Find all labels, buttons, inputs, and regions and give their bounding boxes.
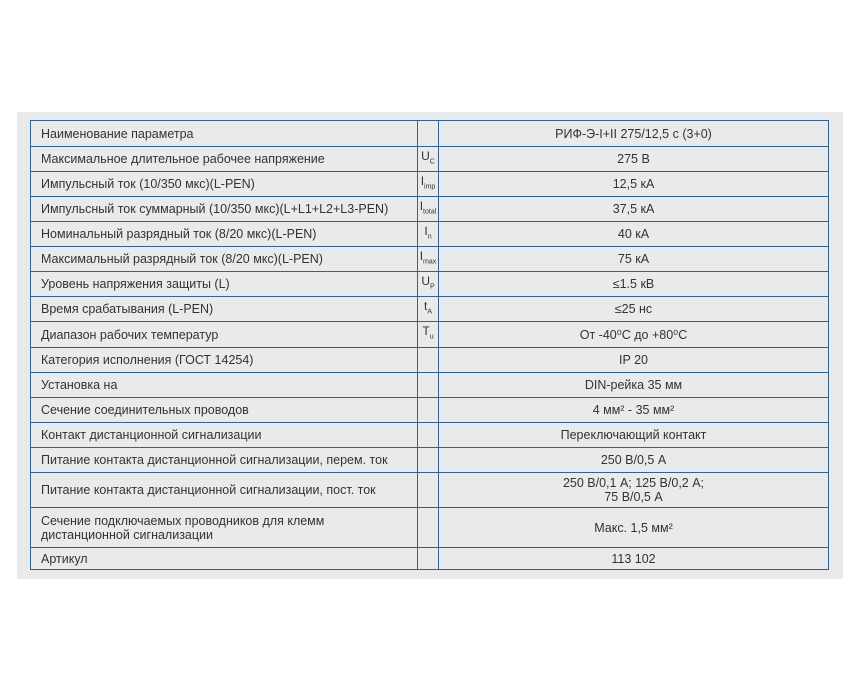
param-label: Сечение подключаемых проводников для клемм	[41, 513, 325, 528]
header-symbol	[418, 121, 439, 147]
symbol	[421, 273, 435, 291]
param-cell	[31, 423, 418, 448]
symbol	[422, 324, 434, 341]
table-row	[31, 473, 829, 508]
param-cell	[31, 373, 418, 398]
header-value: РИФ-Э-I+II 275/12,5 с (3+0)	[439, 121, 829, 147]
param-cell	[31, 272, 418, 297]
param-cell	[31, 247, 418, 272]
value-cell	[439, 297, 829, 322]
value-cell	[439, 548, 829, 570]
symbol-base: I	[424, 223, 428, 238]
symbol-cell	[418, 197, 439, 222]
symbol	[421, 148, 435, 166]
param-cell	[31, 297, 418, 322]
symbol-cell	[418, 348, 439, 373]
symbol-base: I	[420, 173, 425, 188]
value-text: 75 кА	[617, 252, 650, 266]
symbol-cell	[418, 398, 439, 423]
param-cell	[31, 322, 418, 348]
table-row	[31, 373, 829, 398]
symbol-cell	[418, 147, 439, 172]
value-text: ≤25 нс	[614, 302, 653, 316]
value-cell	[439, 423, 829, 448]
table-row	[31, 272, 829, 297]
param-label: Диапазон рабочих температур	[41, 327, 219, 342]
value-text: Переключающий контакт	[560, 428, 707, 442]
symbol-cell	[418, 448, 439, 473]
value-cell	[439, 348, 829, 373]
table-row	[31, 423, 829, 448]
param-cell	[31, 348, 418, 373]
value-text: 113 102	[611, 551, 656, 566]
value-cell	[439, 473, 829, 508]
param-label: Время срабатывания (L-PEN)	[41, 302, 214, 316]
symbol-base: I	[419, 198, 424, 213]
value-text-line2: 75 В/0,5 А	[604, 490, 663, 504]
symbol-cell	[418, 548, 439, 570]
param-label: Уровень напряжения защиты (L)	[41, 277, 230, 291]
symbol-cell	[418, 473, 439, 508]
value-cell	[439, 147, 829, 172]
symbol	[419, 198, 437, 216]
param-cell	[31, 222, 418, 247]
symbol-cell	[418, 423, 439, 448]
value-text: IP 20	[619, 353, 648, 367]
table-row	[31, 508, 829, 548]
value-text: 40 кА	[617, 227, 650, 241]
symbol-base: t	[423, 298, 428, 313]
symbol	[423, 298, 432, 316]
table-row	[31, 197, 829, 222]
symbol-cell	[418, 172, 439, 197]
value-text: От -40⁰С до +80⁰С	[579, 327, 688, 342]
value-text: Макс. 1,5 мм²	[594, 520, 673, 535]
value-cell	[439, 272, 829, 297]
value-cell	[439, 322, 829, 348]
table-row	[31, 448, 829, 473]
param-cell	[31, 197, 418, 222]
table-row	[31, 297, 829, 322]
symbol-cell	[418, 272, 439, 297]
table-row	[31, 548, 829, 570]
symbol-cell	[418, 322, 439, 348]
param-label: Сечение соединительных проводов	[41, 403, 249, 417]
value-cell	[439, 508, 829, 548]
param-label: Питание контакта дистанционной сигнализации, пост. ток	[41, 483, 376, 497]
table-row	[31, 398, 829, 423]
symbol-subscript: max	[423, 258, 437, 266]
value-text: 37,5 кА	[612, 202, 655, 216]
param-label: Максимальное длительное рабочее напряжение	[41, 152, 325, 166]
symbol-cell	[418, 222, 439, 247]
param-cell	[31, 473, 418, 508]
symbol-cell	[418, 373, 439, 398]
param-label: Контакт дистанционной сигнализации	[41, 428, 262, 442]
param-cell	[31, 172, 418, 197]
param-cell	[31, 398, 418, 423]
table-header-row	[31, 121, 829, 147]
header-param: Наименование параметра	[31, 121, 418, 147]
table-row	[31, 222, 829, 247]
param-label: Номинальный разрядный ток (8/20 мкс)(L-PEN)	[41, 227, 317, 241]
symbol-cell	[418, 508, 439, 548]
spec-table	[30, 120, 829, 570]
symbol-base: T	[422, 324, 430, 339]
symbol-subscript: P	[430, 283, 435, 291]
value-text: 250 В/0,5 А	[600, 453, 667, 467]
symbol-subscript: u	[429, 333, 434, 341]
param-label-line2: дистанционной сигнализации	[41, 527, 214, 542]
value-cell	[439, 448, 829, 473]
symbol-subscript: A	[427, 308, 432, 316]
param-label: Импульсный ток (10/350 мкс)(L-PEN)	[41, 177, 255, 191]
symbol-base: I	[419, 248, 424, 263]
param-label: Категория исполнения (ГОСТ 14254)	[41, 353, 254, 367]
symbol-subscript: imp	[424, 183, 436, 191]
symbol-base: U	[421, 148, 430, 163]
value-cell	[439, 398, 829, 423]
param-label: Установка на	[41, 378, 118, 392]
symbol	[420, 173, 436, 191]
symbol-cell	[418, 297, 439, 322]
symbol	[424, 223, 432, 241]
symbol-subscript: C	[429, 158, 435, 166]
symbol	[419, 248, 437, 266]
value-text: DIN-рейка 35 мм	[584, 378, 683, 392]
value-text: 4 мм² - 35 мм²	[592, 403, 675, 417]
value-cell	[439, 172, 829, 197]
table-row	[31, 247, 829, 272]
symbol-base: U	[421, 273, 430, 288]
value-cell	[439, 222, 829, 247]
value-cell	[439, 197, 829, 222]
param-label: Артикул	[41, 551, 88, 566]
table-row	[31, 322, 829, 348]
param-cell	[31, 147, 418, 172]
value-cell	[439, 373, 829, 398]
value-cell	[439, 247, 829, 272]
param-label: Питание контакта дистанционной сигнализации, перем. ток	[41, 453, 388, 467]
symbol-cell	[418, 247, 439, 272]
table-row	[31, 147, 829, 172]
value-text: 275 В	[617, 152, 650, 166]
symbol-subscript: total	[423, 208, 437, 216]
param-label: Импульсный ток суммарный (10/350 мкс)(L+L1+L2+L3-PEN)	[41, 202, 389, 216]
param-cell	[31, 508, 418, 548]
param-cell	[31, 448, 418, 473]
symbol-subscript: n	[427, 233, 432, 241]
value-text: 250 В/0,1 А; 125 В/0,2 А;	[562, 476, 705, 490]
table-row	[31, 172, 829, 197]
param-label: Максимальный разрядный ток (8/20 мкс)(L-PEN)	[41, 252, 323, 266]
table-row	[31, 348, 829, 373]
value-text: 12,5 кА	[612, 177, 655, 191]
param-cell	[31, 548, 418, 570]
value-text: ≤1.5 кВ	[612, 277, 655, 291]
